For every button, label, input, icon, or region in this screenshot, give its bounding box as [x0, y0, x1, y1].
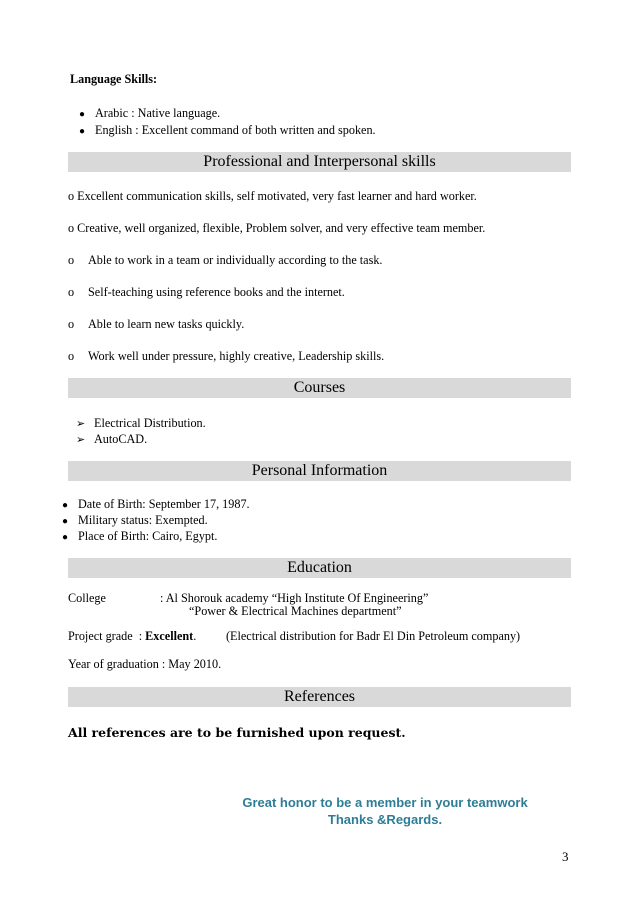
arrow-bullet-icon: ➢: [76, 418, 86, 430]
section-education: Education: [68, 558, 571, 578]
course-item: ➢ Electrical Distribution.: [76, 416, 206, 430]
section-professional: Professional and Interpersonal skills: [68, 152, 571, 172]
college-value: : Al Shorouk academy “High Institute Of Engineering”: [160, 591, 429, 605]
circle-bullet-icon: o: [68, 253, 75, 267]
bullet-icon: ●: [79, 126, 86, 137]
circle-bullet-icon: o: [68, 285, 75, 299]
bullet-icon: ●: [79, 109, 86, 120]
professional-item: o Able to work in a team or individually according to the task.: [68, 253, 383, 267]
references-text: All references are to be furnished upon request.: [68, 725, 406, 740]
language-item: [79, 123, 376, 138]
professional-item: o Excellent communication skills, self motivated, very fast learner and hard worker.: [68, 189, 477, 203]
personal-item: ● Date of Birth: September 17, 1987.: [62, 497, 250, 511]
bullet-icon: ●: [62, 532, 69, 543]
language-item: [79, 106, 220, 121]
language-arabic: Arabic : Native language.: [95, 106, 221, 120]
course-item: ➢ AutoCAD.: [76, 432, 148, 446]
project-grade: Excellent: [145, 629, 194, 643]
college-label: College: [68, 591, 106, 605]
closing-line2: Thanks &Regards.: [327, 812, 443, 827]
project-label: Project grade: [68, 629, 133, 643]
professional-item: o Work well under pressure, highly creative, Leadership skills.: [68, 349, 385, 363]
project-description: (Electrical distribution for Badr El Din Petroleum company): [226, 629, 521, 643]
section-references: References: [68, 687, 571, 707]
circle-bullet-icon: o: [68, 349, 75, 363]
professional-item: o Creative, well organized, flexible, Problem solver, and very effective team member.: [68, 221, 486, 235]
personal-item: ● Place of Birth: Cairo, Egypt.: [62, 529, 218, 543]
personal-item: ● Military status: Exempted.: [62, 513, 208, 527]
college-department: “Power & Electrical Machines department”: [189, 604, 402, 618]
graduation-year: Year of graduation : May 2010.: [68, 657, 222, 671]
section-courses: Courses: [68, 378, 571, 398]
arrow-bullet-icon: ➢: [76, 434, 86, 446]
section-personal: Personal Information: [68, 461, 571, 481]
page-number: 3: [562, 849, 569, 864]
closing-line1: Great honor to be a member in your teamwork: [242, 795, 528, 810]
language-heading: Language Skills:: [70, 72, 158, 86]
project-sep: :: [138, 629, 146, 643]
circle-bullet-icon: o: [68, 317, 75, 331]
professional-item: o Self-teaching using reference books and the internet.: [68, 285, 345, 299]
language-english: English : Excellent command of both written and spoken.: [95, 123, 376, 137]
bullet-icon: ●: [62, 500, 69, 511]
bullet-icon: ●: [62, 516, 69, 527]
professional-item: o Able to learn new tasks quickly.: [68, 317, 245, 331]
project-grade-row: Project grade : Excellent.: [68, 629, 197, 643]
